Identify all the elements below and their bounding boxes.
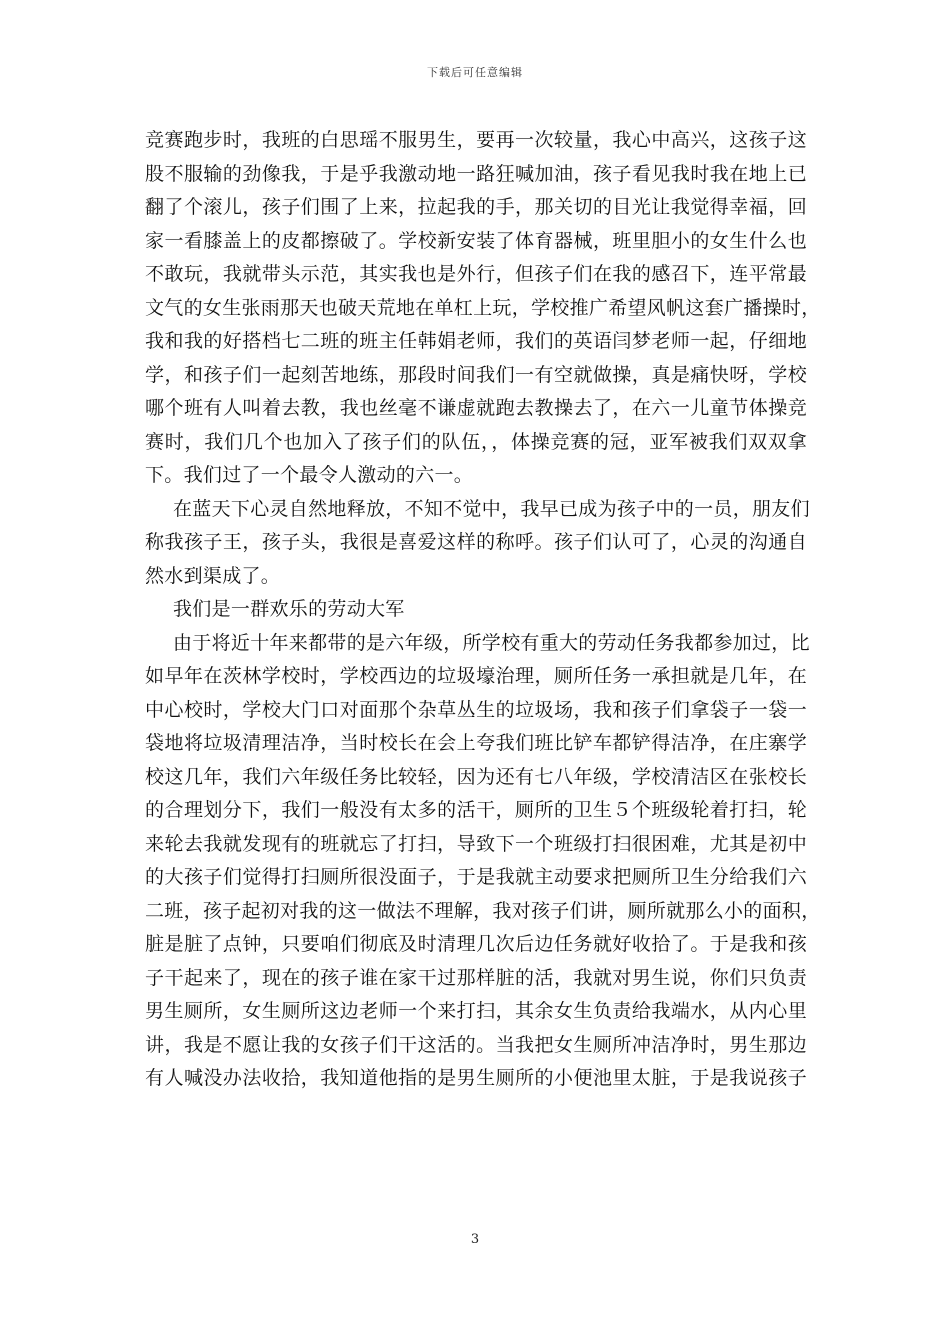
- text-line: 校这几年，我们六年级任务比较轻，因为还有七八年级，学校清洁区在张校长: [145, 765, 807, 788]
- text-line: 家一看膝盖上的皮都擦破了。学校新安装了体育器械，班里胆小的女生什么也: [145, 229, 807, 252]
- text-line: 翻了个滚儿，孩子们围了上来，拉起我的手，那关切的目光让我觉得幸福，回: [145, 196, 807, 218]
- text-line: 哪个班有人叫着去教，我也丝毫不谦虚就跑去教操去了，在六一儿童节体操竞: [145, 397, 807, 419]
- text-line: 不敢玩，我就带头示范，其实我也是外行，但孩子们在我的感召下，连平常最: [145, 263, 807, 285]
- text-line: 子干起来了，现在的孩子谁在家干过那样脏的活，我就对男生说，你们只负责: [145, 966, 807, 989]
- text-line: 竞赛跑步时，我班的白思瑶不服男生，要再一次较量，我心中高兴，这孩子这: [145, 129, 807, 151]
- text-line: 的大孩子们觉得打扫厕所很没面子，于是我就主动要求把厕所卫生分给我们六: [145, 866, 807, 888]
- text-line: 赛时，我们几个也加入了孩子们的队伍，，体操竞赛的冠，亚军被我们双双拿: [145, 430, 807, 453]
- text-line: 的合理划分下，我们一般没有太多的活干，厕所的卫生５个班级轮着打扫，轮: [145, 799, 807, 821]
- text-line: 称我孩子王，孩子头，我很是喜爱这样的称呼。孩子们认可了，心灵的沟通自: [145, 531, 807, 553]
- text-line: 袋地将垃圾清理洁净，当时校长在会上夸我们班比铲车都铲得洁净，在庄寨学: [145, 732, 807, 754]
- text-line: 下。我们过了一个最令人激动的六一。: [145, 464, 474, 486]
- text-line: 脏是脏了点钟，只要咱们彻底及时清理几次后边任务就好收拾了。于是我和孩: [145, 933, 807, 955]
- page-header: 下载后可任意编辑: [427, 66, 523, 79]
- text-line: 由于将近十年来都带的是六年级，所学校有重大的劳动任务我都参加过，比: [173, 631, 810, 654]
- text-line: 有人喊没办法收拾，我知道他指的是男生厕所的小便池里太脏，于是我说孩子: [145, 1067, 807, 1089]
- section-heading: 我们是一群欢乐的劳动大军: [173, 598, 405, 620]
- text-line: 股不服输的劲像我，于是乎我激动地一路狂喊加油，孩子看见我时我在地上已: [145, 162, 807, 185]
- text-line: 来轮去我就发现有的班就忘了打扫，导致下一个班级打扫很困难，尤其是初中: [145, 832, 807, 855]
- text-line: 讲，我是不愿让我的女孩子们干这活的。当我把女生厕所冲洁净时，男生那边: [145, 1033, 807, 1056]
- text-line: 在蓝天下心灵自然地释放，不知不觉中，我早已成为孩子中的一员，朋友们: [173, 497, 810, 520]
- text-line: 然水到渠成了。: [145, 564, 281, 587]
- text-line: 文气的女生张雨那天也破天荒地在单杠上玩，学校推广希望风帆这套广播操时，: [145, 296, 821, 319]
- text-line: 二班，孩子起初对我的这一做法不理解，我对孩子们讲，厕所就那么小的面积，: [145, 899, 821, 922]
- text-line: 中心校时，学校大门口对面那个杂草丛生的垃圾场，我和孩子们拿袋子一袋一: [145, 698, 807, 721]
- text-line: 我和我的好搭档七二班的班主任韩娟老师，我们的英语闫梦老师一起，仔细地: [145, 330, 807, 352]
- document-body: [145, 124, 821, 1096]
- text-line: 学，和孩子们一起刻苦地练，那段时间我们一有空就做操，真是痛快呀，学校: [145, 363, 807, 386]
- text-line: 如早年在茨林学校时，学校西边的垃圾壕治理，厕所任务一承担就是几年，在: [145, 665, 807, 687]
- text-line: 男生厕所，女生厕所这边老师一个来打扫，其余女生负责给我端水，从内心里: [145, 1000, 807, 1022]
- page-number: 3: [470, 1232, 480, 1247]
